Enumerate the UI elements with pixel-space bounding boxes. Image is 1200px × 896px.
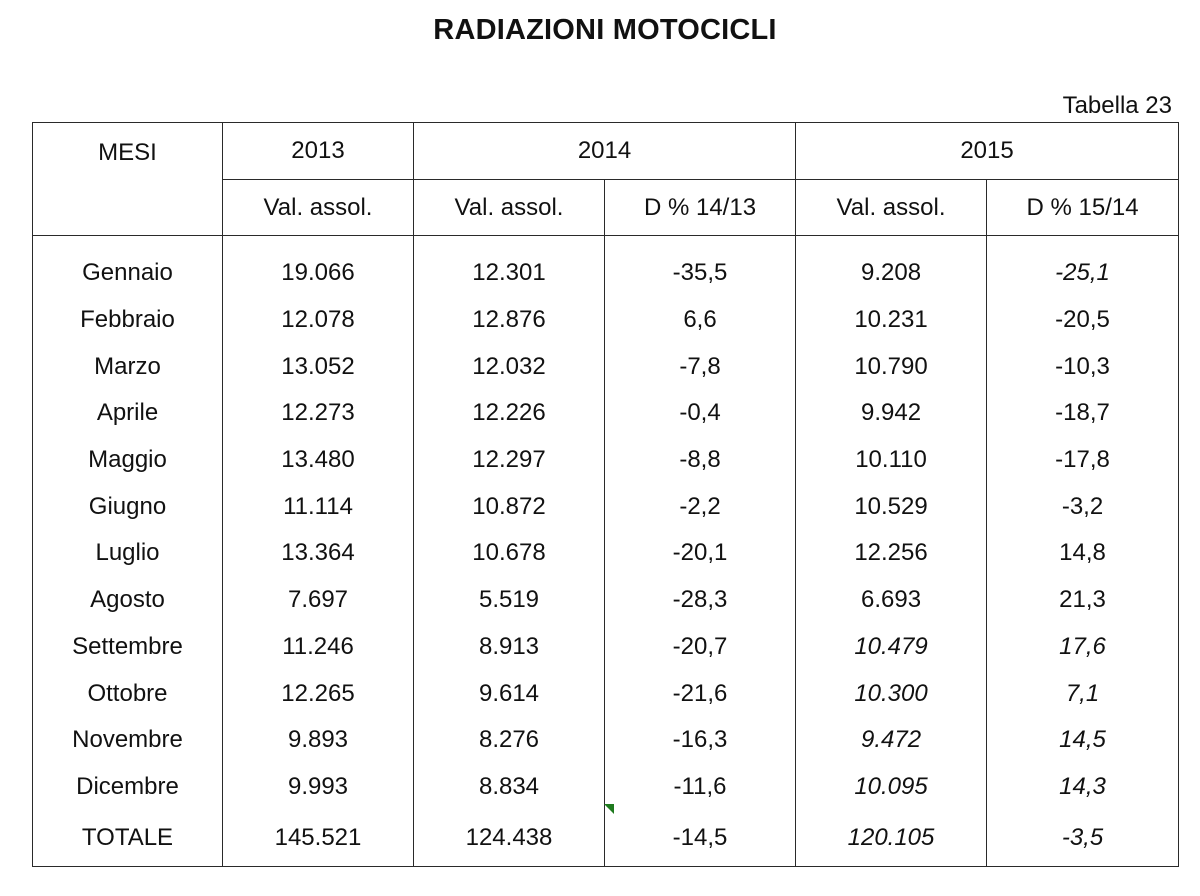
month-cell: Maggio [33, 437, 223, 484]
delta-15-14-cell: 7,1 [987, 670, 1179, 717]
value-2014-cell: 9.614 [414, 670, 605, 717]
table-row [33, 577, 1179, 624]
month-cell: Febbraio [33, 297, 223, 344]
table-row [33, 437, 1179, 484]
delta-14-13-cell: -21,6 [605, 670, 796, 717]
table-row [33, 343, 1179, 390]
month-cell: Ottobre [33, 670, 223, 717]
table-row [33, 483, 1179, 530]
month-cell: Giugno [33, 483, 223, 530]
value-2013-cell: 9.993 [223, 764, 414, 811]
month-cell: Marzo [33, 343, 223, 390]
table-row [33, 390, 1179, 437]
delta-14-13-cell: -35,5 [605, 250, 796, 297]
table-reference: Tabella 23 [1062, 92, 1172, 119]
delta-15-14-cell: 14,5 [987, 717, 1179, 764]
delta-15-14-cell: -18,7 [987, 390, 1179, 437]
delta-14-13-cell: -7,8 [605, 343, 796, 390]
value-2013-cell: 19.066 [223, 250, 414, 297]
value-2015-cell: 9.942 [796, 390, 987, 437]
value-2013-cell: 11.246 [223, 624, 414, 671]
header-2015-val-assol: Val. assol. [796, 180, 987, 236]
month-cell: Gennaio [33, 250, 223, 297]
delta-14-13-cell: -20,7 [605, 624, 796, 671]
month-cell: Agosto [33, 577, 223, 624]
value-2014-cell: 12.876 [414, 297, 605, 344]
header-year-2013: 2013 [223, 123, 414, 180]
header-2013-val-assol: Val. assol. [223, 180, 414, 236]
value-2013-cell: 12.273 [223, 390, 414, 437]
header-2014-val-assol: Val. assol. [414, 180, 605, 236]
total-delta-15-14-cell: -3,5 [987, 810, 1179, 867]
value-2014-cell: 10.872 [414, 483, 605, 530]
header-delta-15-14: D % 15/14 [987, 180, 1179, 236]
delta-14-13-cell: -8,8 [605, 437, 796, 484]
value-2015-cell: 12.256 [796, 530, 987, 577]
value-2014-cell: 12.226 [414, 390, 605, 437]
value-2015-cell: 10.300 [796, 670, 987, 717]
value-2013-cell: 13.480 [223, 437, 414, 484]
value-2015-cell: 9.472 [796, 717, 987, 764]
total-label: TOTALE [33, 810, 223, 867]
value-2015-cell: 9.208 [796, 250, 987, 297]
table-row [33, 717, 1179, 764]
delta-15-14-cell: 14,8 [987, 530, 1179, 577]
total-2015-cell: 120.105 [796, 810, 987, 867]
value-2014-cell: 8.834 [414, 764, 605, 811]
data-table [32, 122, 1179, 867]
delta-15-14-cell: -3,2 [987, 483, 1179, 530]
total-row [33, 810, 1179, 867]
value-2014-cell: 8.276 [414, 717, 605, 764]
month-cell: Aprile [33, 390, 223, 437]
delta-14-13-cell: -11,6 [605, 764, 796, 811]
delta-14-13-cell: -2,2 [605, 483, 796, 530]
delta-14-13-cell: 6,6 [605, 297, 796, 344]
month-cell: Dicembre [33, 764, 223, 811]
cell-comment-marker [604, 804, 614, 814]
delta-14-13-cell: -16,3 [605, 717, 796, 764]
value-2014-cell: 5.519 [414, 577, 605, 624]
value-2015-cell: 6.693 [796, 577, 987, 624]
page-title: RADIAZIONI MOTOCICLI [433, 14, 777, 46]
table-row [33, 670, 1179, 717]
delta-15-14-cell: -25,1 [987, 250, 1179, 297]
value-2013-cell: 11.114 [223, 483, 414, 530]
value-2014-cell: 12.301 [414, 250, 605, 297]
value-2013-cell: 12.078 [223, 297, 414, 344]
month-cell: Luglio [33, 530, 223, 577]
value-2013-cell: 13.052 [223, 343, 414, 390]
delta-15-14-cell: -17,8 [987, 437, 1179, 484]
value-2013-cell: 9.893 [223, 717, 414, 764]
delta-14-13-cell: -0,4 [605, 390, 796, 437]
header-delta-14-13: D % 14/13 [605, 180, 796, 236]
delta-14-13-cell: -28,3 [605, 577, 796, 624]
header-mesi: MESI [33, 123, 223, 236]
header-year-2014: 2014 [414, 123, 796, 180]
value-2013-cell: 7.697 [223, 577, 414, 624]
header-year-2015: 2015 [796, 123, 1179, 180]
table-row [33, 250, 1179, 297]
value-2014-cell: 10.678 [414, 530, 605, 577]
total-2014-cell: 124.438 [414, 810, 605, 867]
delta-15-14-cell: 17,6 [987, 624, 1179, 671]
value-2015-cell: 10.231 [796, 297, 987, 344]
table-row [33, 624, 1179, 671]
delta-14-13-cell: -20,1 [605, 530, 796, 577]
value-2015-cell: 10.479 [796, 624, 987, 671]
value-2015-cell: 10.095 [796, 764, 987, 811]
value-2013-cell: 13.364 [223, 530, 414, 577]
month-cell: Novembre [33, 717, 223, 764]
delta-15-14-cell: 14,3 [987, 764, 1179, 811]
total-2013-cell: 145.521 [223, 810, 414, 867]
table-row [33, 297, 1179, 344]
table-row [33, 530, 1179, 577]
value-2013-cell: 12.265 [223, 670, 414, 717]
value-2015-cell: 10.529 [796, 483, 987, 530]
month-cell: Settembre [33, 624, 223, 671]
value-2014-cell: 12.032 [414, 343, 605, 390]
value-2015-cell: 10.110 [796, 437, 987, 484]
value-2014-cell: 12.297 [414, 437, 605, 484]
delta-15-14-cell: 21,3 [987, 577, 1179, 624]
delta-15-14-cell: -10,3 [987, 343, 1179, 390]
delta-15-14-cell: -20,5 [987, 297, 1179, 344]
value-2014-cell: 8.913 [414, 624, 605, 671]
value-2015-cell: 10.790 [796, 343, 987, 390]
total-delta-14-13-cell: -14,5 [605, 810, 796, 867]
